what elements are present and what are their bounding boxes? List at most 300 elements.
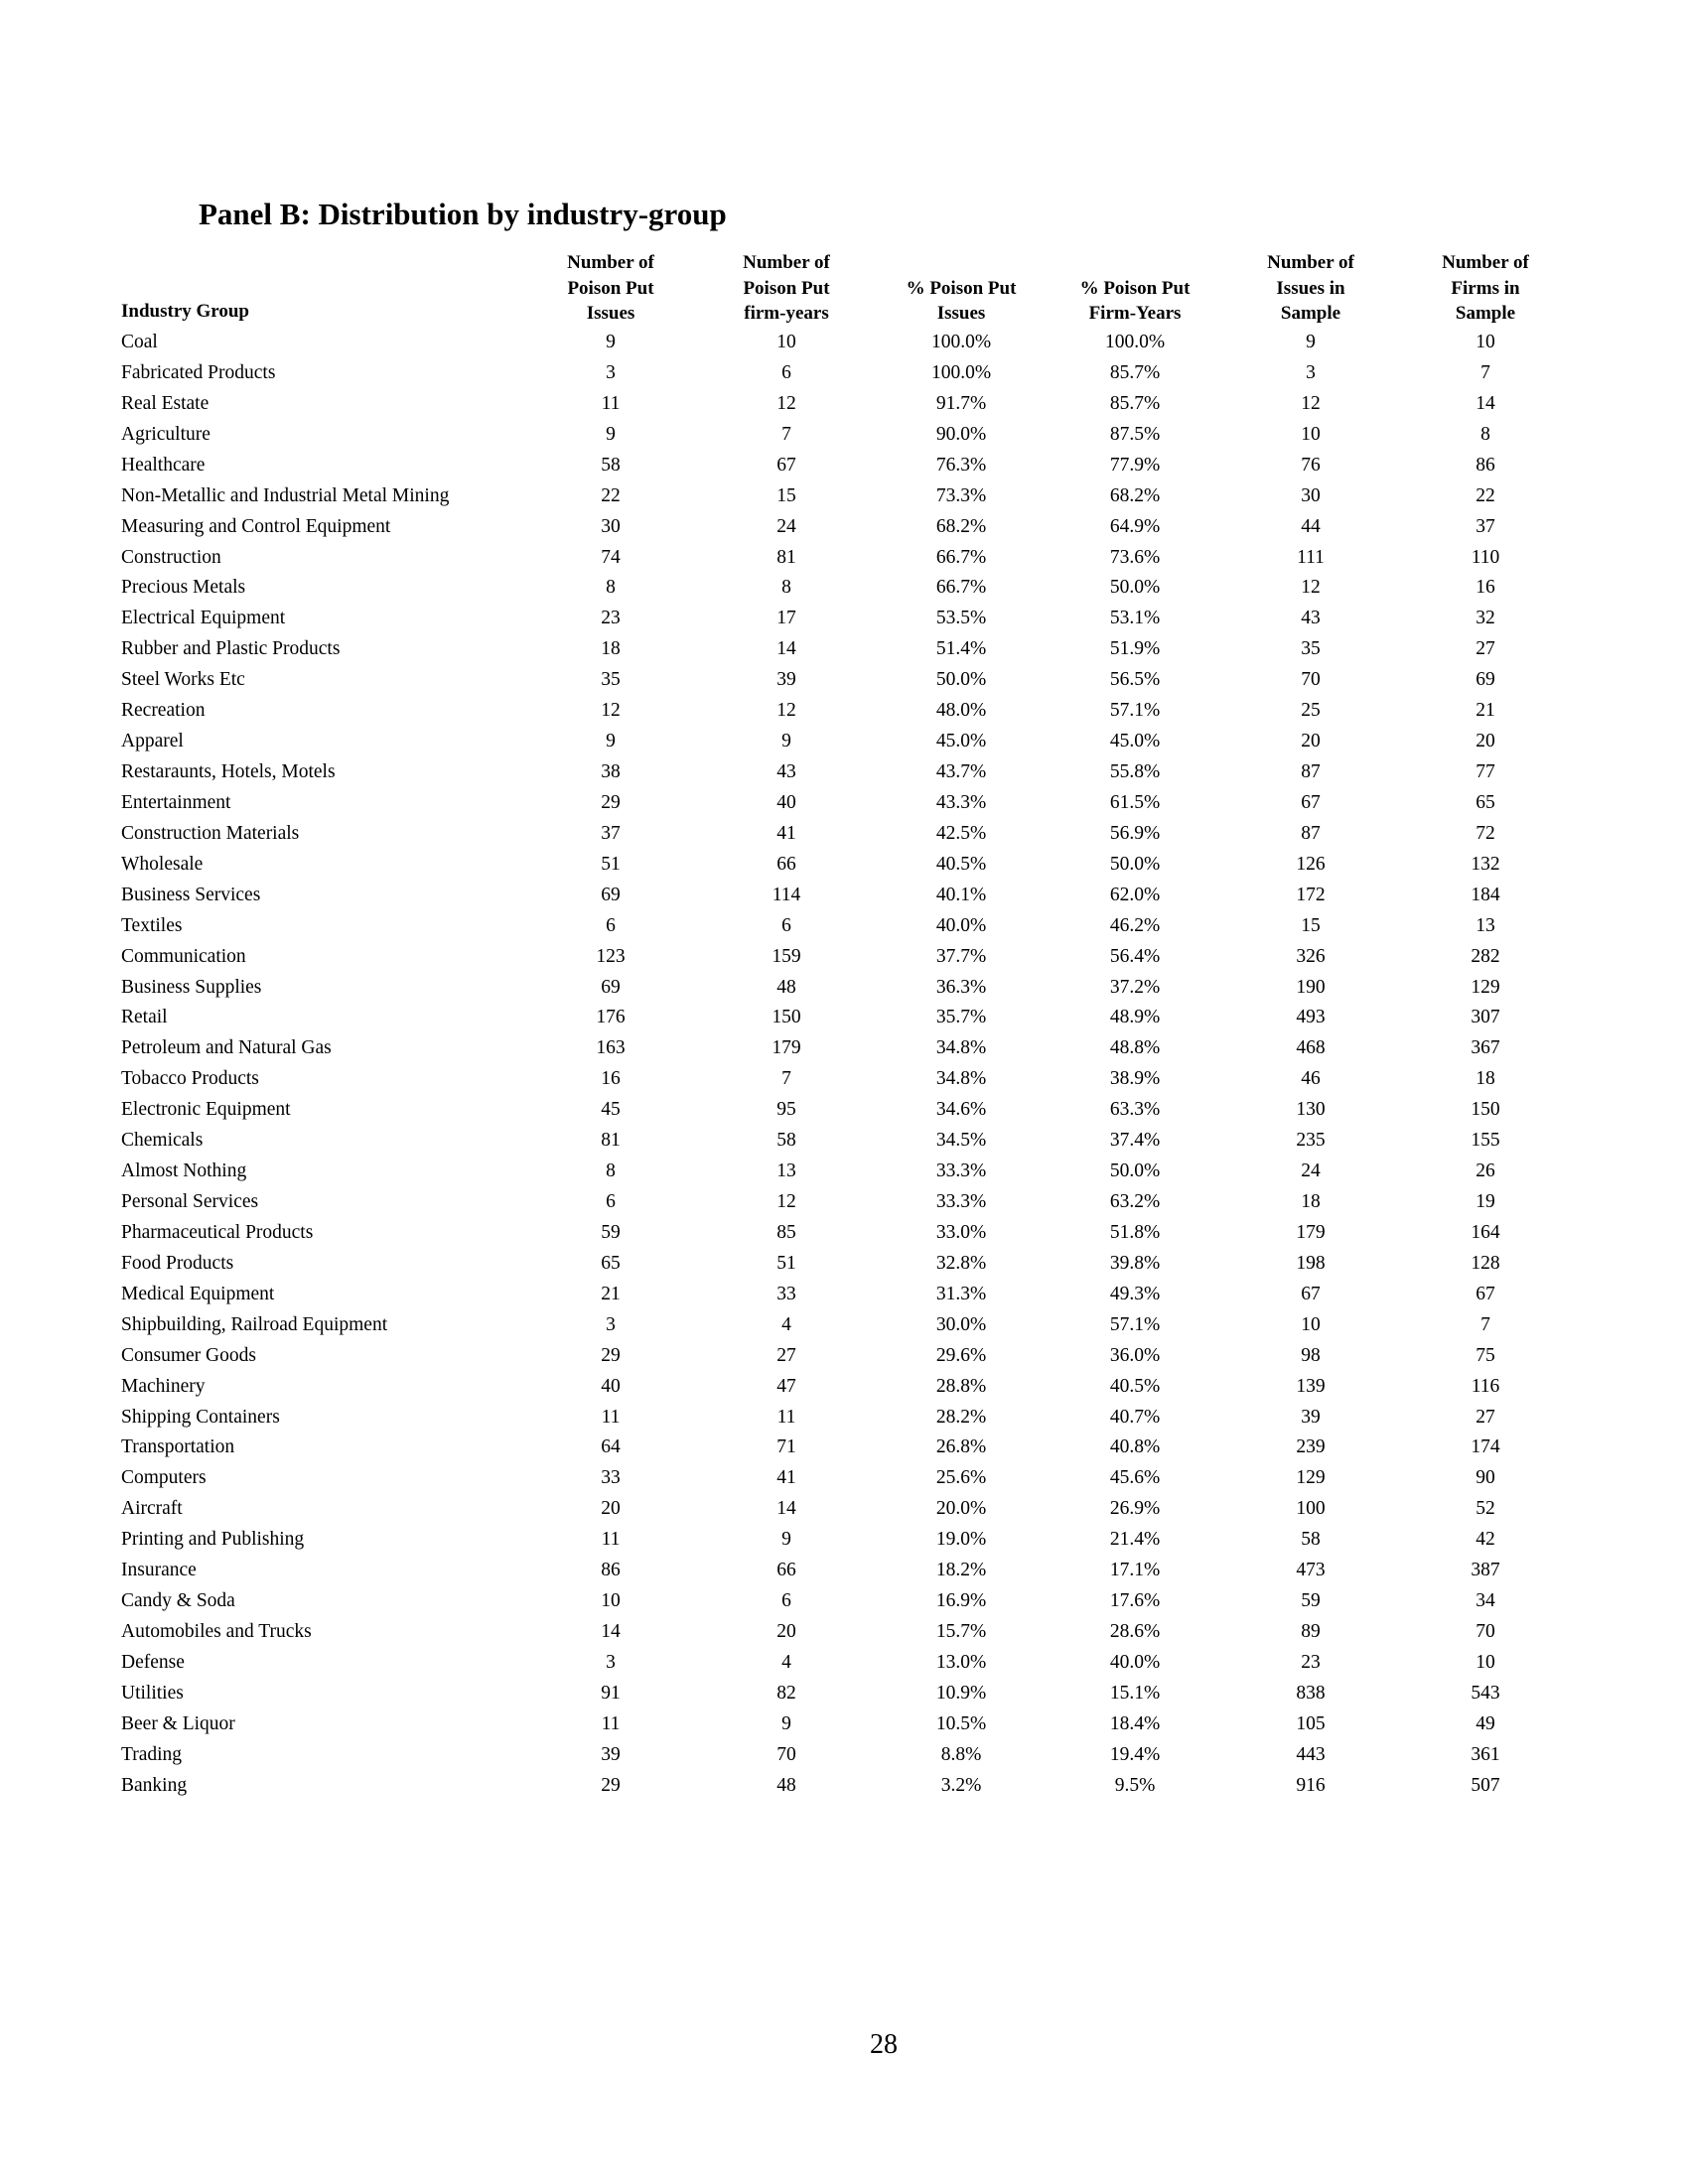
poison-put-firm-years-cell: 41 (776, 1467, 796, 1489)
pct-poison-put-firm-years-cell: 57.1% (1109, 1313, 1161, 1335)
firms-in-sample-cell: 174 (1471, 1436, 1500, 1458)
firms-in-sample-cell: 367 (1471, 1037, 1500, 1059)
table-row (0, 1007, 1688, 1037)
poison-put-firm-years-cell: 82 (776, 1682, 796, 1704)
pct-poison-put-issues-cell: 51.4% (935, 638, 987, 660)
pct-poison-put-firm-years-cell: 50.0% (1109, 853, 1161, 875)
pct-poison-put-issues-cell: 36.3% (935, 976, 987, 998)
poison-put-issues-cell: 8 (606, 577, 616, 599)
issues-in-sample-cell: 493 (1296, 1007, 1326, 1028)
pct-poison-put-firm-years-cell: 64.9% (1109, 515, 1161, 537)
column-header-issues-in-sample: Number of Issues in Sample (1267, 252, 1354, 324)
table-row (0, 1037, 1688, 1068)
table-row (0, 761, 1688, 792)
poison-put-issues-cell: 16 (601, 1068, 621, 1090)
issues-in-sample-cell: 25 (1301, 700, 1321, 722)
industry-group-cell: Printing and Publishing (121, 1529, 305, 1551)
poison-put-issues-cell: 163 (596, 1037, 626, 1059)
pct-poison-put-issues-cell: 15.7% (935, 1621, 987, 1643)
firms-in-sample-cell: 52 (1476, 1498, 1495, 1520)
table-row (0, 854, 1688, 885)
industry-group-cell: Insurance (121, 1560, 197, 1581)
poison-put-firm-years-cell: 67 (776, 454, 796, 476)
pct-poison-put-issues-cell: 40.0% (935, 914, 987, 936)
table-row (0, 577, 1688, 608)
poison-put-issues-cell: 40 (601, 1375, 621, 1397)
poison-put-issues-cell: 30 (601, 515, 621, 537)
column-header-pct-poison-put-issues: % Poison Put Issues (906, 277, 1017, 324)
poison-put-issues-cell: 37 (601, 822, 621, 844)
poison-put-issues-cell: 3 (606, 1651, 616, 1673)
firms-in-sample-cell: 7 (1480, 1313, 1490, 1335)
industry-group-cell: Medical Equipment (121, 1283, 275, 1304)
industry-group-cell: Apparel (121, 731, 184, 752)
industry-group-cell: Computers (121, 1467, 207, 1489)
issues-in-sample-cell: 15 (1301, 914, 1321, 936)
poison-put-issues-cell: 6 (606, 1191, 616, 1213)
firms-in-sample-cell: 116 (1471, 1375, 1500, 1397)
poison-put-issues-cell: 20 (601, 1498, 621, 1520)
issues-in-sample-cell: 179 (1296, 1221, 1326, 1243)
poison-put-issues-cell: 86 (601, 1560, 621, 1581)
issues-in-sample-cell: 35 (1301, 638, 1321, 660)
poison-put-issues-cell: 51 (601, 853, 621, 875)
table-row (0, 1345, 1688, 1376)
pct-poison-put-issues-cell: 3.2% (940, 1774, 982, 1796)
pct-poison-put-issues-cell: 91.7% (935, 392, 987, 414)
issues-in-sample-cell: 111 (1297, 546, 1325, 568)
pct-poison-put-firm-years-cell: 36.0% (1109, 1344, 1161, 1366)
pct-poison-put-firm-years-cell: 45.0% (1109, 731, 1161, 752)
poison-put-firm-years-cell: 9 (781, 731, 791, 752)
firms-in-sample-cell: 18 (1476, 1068, 1495, 1090)
poison-put-issues-cell: 38 (601, 761, 621, 783)
industry-group-cell: Personal Services (121, 1191, 259, 1213)
poison-put-issues-cell: 3 (606, 361, 616, 383)
poison-put-firm-years-cell: 8 (781, 577, 791, 599)
pct-poison-put-firm-years-cell: 49.3% (1109, 1283, 1161, 1304)
firms-in-sample-cell: 69 (1476, 669, 1495, 691)
issues-in-sample-cell: 10 (1301, 1313, 1321, 1335)
pct-poison-put-issues-cell: 37.7% (935, 945, 987, 967)
table-row (0, 455, 1688, 485)
poison-put-firm-years-cell: 150 (772, 1007, 801, 1028)
firms-in-sample-cell: 132 (1471, 853, 1500, 875)
firms-in-sample-cell: 32 (1476, 608, 1495, 629)
firms-in-sample-cell: 155 (1471, 1130, 1500, 1152)
poison-put-firm-years-cell: 7 (781, 423, 791, 445)
issues-in-sample-cell: 20 (1301, 731, 1321, 752)
issues-in-sample-cell: 24 (1301, 1160, 1321, 1182)
table-row (0, 792, 1688, 823)
poison-put-issues-cell: 8 (606, 1160, 616, 1182)
pct-poison-put-firm-years-cell: 17.6% (1109, 1590, 1161, 1612)
poison-put-issues-cell: 59 (601, 1221, 621, 1243)
issues-in-sample-cell: 98 (1301, 1344, 1321, 1366)
industry-group-cell: Beer & Liquor (121, 1712, 235, 1734)
poison-put-firm-years-cell: 4 (781, 1651, 791, 1673)
issues-in-sample-cell: 3 (1306, 361, 1316, 383)
firms-in-sample-cell: 307 (1471, 1007, 1500, 1028)
issues-in-sample-cell: 239 (1296, 1436, 1326, 1458)
pct-poison-put-issues-cell: 100.0% (930, 332, 992, 352)
issues-in-sample-cell: 12 (1301, 392, 1321, 414)
pct-poison-put-firm-years-cell: 17.1% (1109, 1560, 1161, 1581)
pct-poison-put-firm-years-cell: 63.3% (1109, 1099, 1161, 1121)
table-row (0, 1775, 1688, 1806)
industry-group-cell: Entertainment (121, 791, 231, 813)
table-row (0, 332, 1688, 362)
issues-in-sample-cell: 235 (1296, 1130, 1326, 1152)
pct-poison-put-firm-years-cell: 100.0% (1104, 332, 1166, 352)
pct-poison-put-firm-years-cell: 40.5% (1109, 1375, 1161, 1397)
industry-group-cell: Healthcare (121, 454, 206, 476)
poison-put-firm-years-cell: 17 (776, 608, 796, 629)
poison-put-issues-cell: 6 (606, 914, 616, 936)
industry-group-cell: Measuring and Control Equipment (121, 515, 391, 537)
column-header-firms-in-sample: Number of Firms in Sample (1442, 252, 1529, 324)
issues-in-sample-cell: 76 (1301, 454, 1321, 476)
pct-poison-put-firm-years-cell: 40.7% (1109, 1406, 1161, 1428)
table-row (0, 608, 1688, 638)
firms-in-sample-cell: 20 (1476, 731, 1495, 752)
firms-in-sample-cell: 86 (1476, 454, 1495, 476)
table-row (0, 1160, 1688, 1191)
issues-in-sample-cell: 58 (1301, 1529, 1321, 1551)
poison-put-firm-years-cell: 58 (776, 1130, 796, 1152)
column-header-poison-put-issues: Number of Poison Put Issues (567, 252, 654, 324)
issues-in-sample-cell: 18 (1301, 1191, 1321, 1213)
table-row (0, 638, 1688, 669)
poison-put-firm-years-cell: 12 (776, 1191, 796, 1213)
industry-group-cell: Defense (121, 1651, 185, 1673)
industry-group-cell: Real Estate (121, 392, 210, 414)
pct-poison-put-issues-cell: 40.1% (935, 884, 987, 905)
issues-in-sample-cell: 198 (1296, 1252, 1326, 1274)
firms-in-sample-cell: 21 (1476, 700, 1495, 722)
pct-poison-put-issues-cell: 28.2% (935, 1406, 987, 1428)
pct-poison-put-issues-cell: 19.0% (935, 1529, 987, 1551)
pct-poison-put-issues-cell: 34.8% (935, 1037, 987, 1059)
industry-group-cell: Construction (121, 546, 221, 568)
pct-poison-put-issues-cell: 34.6% (935, 1099, 987, 1121)
poison-put-firm-years-cell: 70 (776, 1743, 796, 1765)
pct-poison-put-firm-years-cell: 55.8% (1109, 761, 1161, 783)
issues-in-sample-cell: 473 (1296, 1560, 1326, 1581)
pct-poison-put-issues-cell: 90.0% (935, 423, 987, 445)
poison-put-firm-years-cell: 179 (772, 1037, 801, 1059)
pct-poison-put-issues-cell: 29.6% (935, 1344, 987, 1366)
industry-group-cell: Business Services (121, 884, 261, 905)
firms-in-sample-cell: 77 (1476, 761, 1495, 783)
industry-group-cell: Shipping Containers (121, 1406, 280, 1428)
poison-put-firm-years-cell: 6 (781, 914, 791, 936)
table-row (0, 731, 1688, 761)
table-row (0, 1068, 1688, 1099)
poison-put-issues-cell: 176 (596, 1007, 626, 1028)
firms-in-sample-cell: 14 (1476, 392, 1495, 414)
firms-in-sample-cell: 8 (1480, 423, 1490, 445)
column-header-poison-put-firm-years: Number of Poison Put firm-years (743, 252, 830, 324)
pct-poison-put-firm-years-cell: 15.1% (1109, 1682, 1161, 1704)
poison-put-firm-years-cell: 7 (781, 1068, 791, 1090)
table-row (0, 1222, 1688, 1253)
pct-poison-put-issues-cell: 30.0% (935, 1313, 987, 1335)
poison-put-issues-cell: 11 (601, 1529, 621, 1551)
table-row (0, 1713, 1688, 1744)
firms-in-sample-cell: 16 (1476, 577, 1495, 599)
issues-in-sample-cell: 12 (1301, 577, 1321, 599)
poison-put-issues-cell: 81 (601, 1130, 621, 1152)
poison-put-issues-cell: 9 (606, 332, 616, 352)
table-row (0, 1683, 1688, 1713)
issues-in-sample-cell: 87 (1301, 761, 1321, 783)
pct-poison-put-firm-years-cell: 77.9% (1109, 454, 1161, 476)
industry-group-cell: Petroleum and Natural Gas (121, 1037, 332, 1059)
table-row (0, 1130, 1688, 1160)
poison-put-firm-years-cell: 85 (776, 1221, 796, 1243)
pct-poison-put-issues-cell: 35.7% (935, 1007, 987, 1028)
pct-poison-put-firm-years-cell: 85.7% (1109, 392, 1161, 414)
poison-put-firm-years-cell: 10 (776, 332, 796, 352)
issues-in-sample-cell: 126 (1296, 853, 1326, 875)
poison-put-issues-cell: 18 (601, 638, 621, 660)
industry-group-cell: Almost Nothing (121, 1160, 247, 1182)
firms-in-sample-cell: 164 (1471, 1221, 1500, 1243)
firms-in-sample-cell: 13 (1476, 914, 1495, 936)
poison-put-firm-years-cell: 20 (776, 1621, 796, 1643)
industry-group-cell: Trading (121, 1743, 183, 1765)
issues-in-sample-cell: 105 (1296, 1712, 1326, 1734)
panel-title: Panel B: Distribution by industry-group (199, 197, 727, 231)
pct-poison-put-issues-cell: 68.2% (935, 515, 987, 537)
poison-put-firm-years-cell: 114 (772, 884, 801, 905)
poison-put-firm-years-cell: 48 (776, 1774, 796, 1796)
poison-put-firm-years-cell: 14 (776, 1498, 796, 1520)
industry-group-cell: Steel Works Etc (121, 669, 245, 691)
table-row (0, 946, 1688, 977)
poison-put-issues-cell: 3 (606, 1313, 616, 1335)
poison-put-firm-years-cell: 9 (781, 1712, 791, 1734)
firms-in-sample-cell: 70 (1476, 1621, 1495, 1643)
issues-in-sample-cell: 916 (1296, 1774, 1326, 1796)
poison-put-firm-years-cell: 6 (781, 361, 791, 383)
table-row (0, 700, 1688, 731)
poison-put-issues-cell: 29 (601, 791, 621, 813)
firms-in-sample-cell: 184 (1471, 884, 1500, 905)
poison-put-issues-cell: 11 (601, 392, 621, 414)
pct-poison-put-firm-years-cell: 57.1% (1109, 700, 1161, 722)
industry-group-cell: Coal (121, 332, 158, 352)
table-row (0, 1284, 1688, 1314)
pct-poison-put-firm-years-cell: 48.9% (1109, 1007, 1161, 1028)
pct-poison-put-firm-years-cell: 45.6% (1109, 1467, 1161, 1489)
firms-in-sample-cell: 90 (1476, 1467, 1495, 1489)
pct-poison-put-issues-cell: 43.7% (935, 761, 987, 783)
pct-poison-put-firm-years-cell: 46.2% (1109, 914, 1161, 936)
poison-put-issues-cell: 64 (601, 1436, 621, 1458)
poison-put-issues-cell: 10 (601, 1590, 621, 1612)
poison-put-firm-years-cell: 81 (776, 546, 796, 568)
firms-in-sample-cell: 10 (1476, 1651, 1495, 1673)
issues-in-sample-cell: 87 (1301, 822, 1321, 844)
table-row (0, 1744, 1688, 1775)
industry-group-cell: Recreation (121, 700, 206, 722)
poison-put-issues-cell: 91 (601, 1682, 621, 1704)
table-row (0, 1191, 1688, 1222)
pct-poison-put-firm-years-cell: 61.5% (1109, 791, 1161, 813)
firms-in-sample-cell: 26 (1476, 1160, 1495, 1182)
pct-poison-put-firm-years-cell: 50.0% (1109, 577, 1161, 599)
pct-poison-put-firm-years-cell: 37.4% (1109, 1130, 1161, 1152)
industry-group-cell: Fabricated Products (121, 361, 276, 383)
poison-put-issues-cell: 23 (601, 608, 621, 629)
pct-poison-put-issues-cell: 33.0% (935, 1221, 987, 1243)
pct-poison-put-firm-years-cell: 63.2% (1109, 1191, 1161, 1213)
firms-in-sample-cell: 150 (1471, 1099, 1500, 1121)
poison-put-firm-years-cell: 33 (776, 1283, 796, 1304)
table-row (0, 1467, 1688, 1498)
table-row (0, 1621, 1688, 1652)
pct-poison-put-firm-years-cell: 9.5% (1114, 1774, 1156, 1796)
table-row (0, 1253, 1688, 1284)
industry-group-cell: Tobacco Products (121, 1068, 259, 1090)
industry-group-cell: Retail (121, 1007, 168, 1028)
firms-in-sample-cell: 67 (1476, 1283, 1495, 1304)
pct-poison-put-firm-years-cell: 62.0% (1109, 884, 1161, 905)
industry-group-cell: Aircraft (121, 1498, 183, 1520)
firms-in-sample-cell: 42 (1476, 1529, 1495, 1551)
pct-poison-put-firm-years-cell: 68.2% (1109, 484, 1161, 506)
table-row (0, 885, 1688, 915)
firms-in-sample-cell: 7 (1480, 361, 1490, 383)
pct-poison-put-issues-cell: 31.3% (935, 1283, 987, 1304)
pct-poison-put-firm-years-cell: 51.8% (1109, 1221, 1161, 1243)
pct-poison-put-firm-years-cell: 56.4% (1109, 945, 1161, 967)
issues-in-sample-cell: 468 (1296, 1037, 1326, 1059)
pct-poison-put-issues-cell: 25.6% (935, 1467, 987, 1489)
pct-poison-put-issues-cell: 33.3% (935, 1160, 987, 1182)
firms-in-sample-cell: 49 (1476, 1712, 1495, 1734)
pct-poison-put-firm-years-cell: 19.4% (1109, 1743, 1161, 1765)
pct-poison-put-issues-cell: 100.0% (930, 361, 992, 383)
pct-poison-put-issues-cell: 73.3% (935, 484, 987, 506)
table-row (0, 362, 1688, 393)
poison-put-issues-cell: 123 (596, 945, 626, 967)
pct-poison-put-issues-cell: 76.3% (935, 454, 987, 476)
pct-poison-put-issues-cell: 45.0% (935, 731, 987, 752)
issues-in-sample-cell: 130 (1296, 1099, 1326, 1121)
industry-group-cell: Textiles (121, 914, 183, 936)
table-row (0, 424, 1688, 455)
pct-poison-put-firm-years-cell: 38.9% (1109, 1068, 1161, 1090)
pct-poison-put-issues-cell: 26.8% (935, 1436, 987, 1458)
industry-group-cell: Agriculture (121, 423, 211, 445)
industry-group-cell: Electronic Equipment (121, 1099, 291, 1121)
pct-poison-put-firm-years-cell: 40.8% (1109, 1436, 1161, 1458)
firms-in-sample-cell: 543 (1471, 1682, 1500, 1704)
pct-poison-put-issues-cell: 20.0% (935, 1498, 987, 1520)
firms-in-sample-cell: 27 (1476, 1406, 1495, 1428)
poison-put-issues-cell: 29 (601, 1774, 621, 1796)
pct-poison-put-firm-years-cell: 50.0% (1109, 1160, 1161, 1182)
issues-in-sample-cell: 67 (1301, 1283, 1321, 1304)
poison-put-firm-years-cell: 4 (781, 1313, 791, 1335)
poison-put-issues-cell: 39 (601, 1743, 621, 1765)
poison-put-issues-cell: 58 (601, 454, 621, 476)
pct-poison-put-issues-cell: 16.9% (935, 1590, 987, 1612)
table-row (0, 393, 1688, 424)
issues-in-sample-cell: 30 (1301, 484, 1321, 506)
issues-in-sample-cell: 326 (1296, 945, 1326, 967)
poison-put-firm-years-cell: 11 (776, 1406, 796, 1428)
issues-in-sample-cell: 139 (1296, 1375, 1326, 1397)
firms-in-sample-cell: 10 (1476, 332, 1495, 352)
issues-in-sample-cell: 129 (1296, 1467, 1326, 1489)
pct-poison-put-firm-years-cell: 40.0% (1109, 1651, 1161, 1673)
pct-poison-put-issues-cell: 66.7% (935, 577, 987, 599)
poison-put-issues-cell: 9 (606, 731, 616, 752)
table-row (0, 485, 1688, 516)
industry-group-cell: Banking (121, 1774, 188, 1796)
firms-in-sample-cell: 34 (1476, 1590, 1495, 1612)
industry-group-cell: Utilities (121, 1682, 184, 1704)
issues-in-sample-cell: 44 (1301, 515, 1321, 537)
poison-put-firm-years-cell: 15 (776, 484, 796, 506)
pct-poison-put-firm-years-cell: 53.1% (1109, 608, 1161, 629)
poison-put-issues-cell: 65 (601, 1252, 621, 1274)
pct-poison-put-issues-cell: 10.5% (935, 1712, 987, 1734)
poison-put-issues-cell: 45 (601, 1099, 621, 1121)
pct-poison-put-firm-years-cell: 28.6% (1109, 1621, 1161, 1643)
firms-in-sample-cell: 19 (1476, 1191, 1495, 1213)
pct-poison-put-issues-cell: 13.0% (935, 1651, 987, 1673)
poison-put-issues-cell: 11 (601, 1406, 621, 1428)
poison-put-issues-cell: 9 (606, 423, 616, 445)
industry-group-cell: Candy & Soda (121, 1590, 235, 1612)
issues-in-sample-cell: 23 (1301, 1651, 1321, 1673)
pct-poison-put-firm-years-cell: 48.8% (1109, 1037, 1161, 1059)
poison-put-issues-cell: 69 (601, 976, 621, 998)
pct-poison-put-issues-cell: 32.8% (935, 1252, 987, 1274)
poison-put-firm-years-cell: 39 (776, 669, 796, 691)
table-row (0, 977, 1688, 1008)
poison-put-firm-years-cell: 66 (776, 1560, 796, 1581)
pct-poison-put-firm-years-cell: 39.8% (1109, 1252, 1161, 1274)
poison-put-firm-years-cell: 47 (776, 1375, 796, 1397)
poison-put-issues-cell: 35 (601, 669, 621, 691)
pct-poison-put-issues-cell: 18.2% (935, 1560, 987, 1581)
pct-poison-put-firm-years-cell: 87.5% (1109, 423, 1161, 445)
pct-poison-put-issues-cell: 42.5% (935, 822, 987, 844)
pct-poison-put-firm-years-cell: 21.4% (1109, 1529, 1161, 1551)
table-row (0, 1099, 1688, 1130)
table-row (0, 1652, 1688, 1683)
issues-in-sample-cell: 67 (1301, 791, 1321, 813)
column-header-industry-group: Industry Group (121, 301, 250, 322)
poison-put-issues-cell: 21 (601, 1283, 621, 1304)
pct-poison-put-issues-cell: 33.3% (935, 1191, 987, 1213)
page-number: 28 (870, 2029, 898, 2060)
industry-group-cell: Precious Metals (121, 577, 246, 599)
poison-put-firm-years-cell: 71 (776, 1436, 796, 1458)
pct-poison-put-firm-years-cell: 85.7% (1109, 361, 1161, 383)
pct-poison-put-issues-cell: 40.5% (935, 853, 987, 875)
issues-in-sample-cell: 100 (1296, 1498, 1326, 1520)
poison-put-issues-cell: 69 (601, 884, 621, 905)
poison-put-issues-cell: 14 (601, 1621, 621, 1643)
table-row (0, 1407, 1688, 1437)
